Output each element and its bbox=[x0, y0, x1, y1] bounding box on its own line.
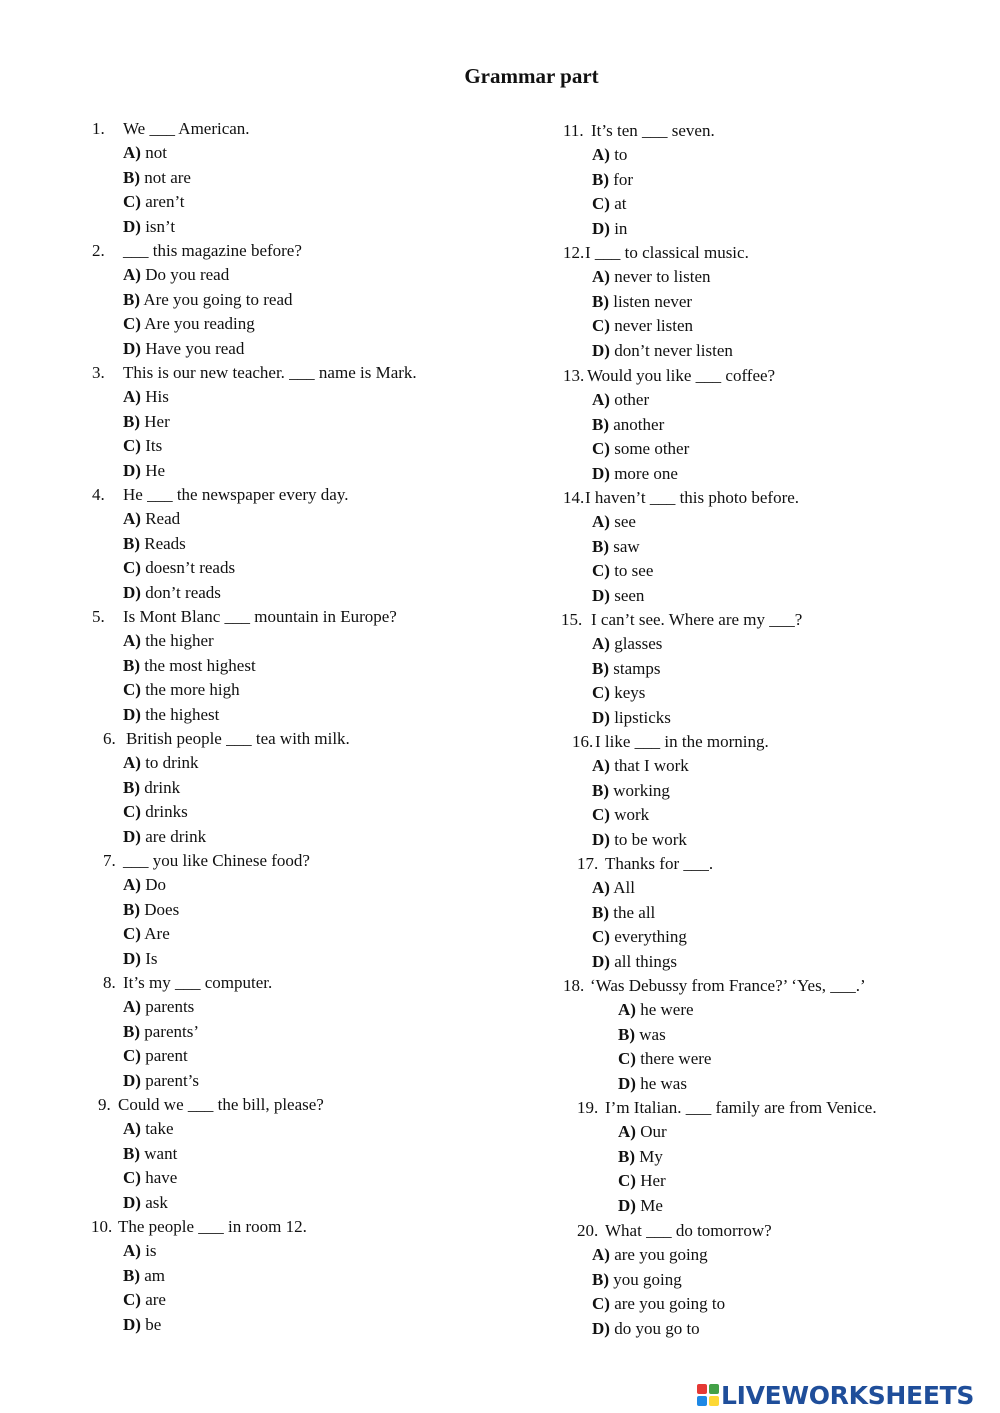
option-letter: A) bbox=[123, 387, 141, 407]
option-text: Our bbox=[640, 1122, 667, 1142]
option-text: isn’t bbox=[145, 216, 176, 236]
question-number: 20. bbox=[577, 1221, 599, 1240]
answer-option[interactable] bbox=[592, 144, 627, 166]
answer-option[interactable] bbox=[592, 463, 678, 485]
question-text: ___ you like Chinese food? bbox=[123, 851, 310, 870]
answer-option[interactable] bbox=[123, 167, 191, 189]
option-text: Her bbox=[640, 1171, 666, 1191]
option-text: Me bbox=[640, 1195, 663, 1215]
question-number: 6. bbox=[103, 729, 116, 748]
option-letter: C) bbox=[123, 802, 141, 822]
option-text: Have you read bbox=[145, 338, 245, 358]
option-letter: B) bbox=[123, 1021, 140, 1041]
option-letter: B) bbox=[123, 167, 140, 187]
option-letter: C) bbox=[592, 1294, 610, 1314]
option-letter: D) bbox=[618, 1073, 636, 1093]
option-letter: C) bbox=[123, 192, 141, 212]
option-text: to see bbox=[614, 561, 654, 581]
answer-option[interactable] bbox=[592, 291, 692, 313]
question-text: Is Mont Blanc ___ mountain in Europe? bbox=[123, 607, 397, 626]
option-letter: D) bbox=[123, 948, 141, 968]
answer-option[interactable] bbox=[123, 996, 194, 1018]
option-letter: A) bbox=[592, 878, 610, 898]
option-text: the most highest bbox=[144, 655, 256, 675]
option-text: was bbox=[639, 1024, 666, 1044]
option-text: He bbox=[145, 460, 166, 480]
option-text: to bbox=[614, 145, 628, 165]
option-letter: D) bbox=[592, 340, 610, 360]
option-letter: D) bbox=[592, 951, 610, 971]
option-letter: A) bbox=[592, 1245, 610, 1265]
answer-option[interactable] bbox=[592, 1318, 700, 1340]
answer-option[interactable] bbox=[123, 1289, 166, 1311]
logo-mark-icon bbox=[697, 1384, 719, 1406]
option-text: seen bbox=[614, 585, 645, 605]
option-letter: C) bbox=[592, 805, 610, 825]
question-text: I ___ to classical music. bbox=[585, 243, 749, 262]
option-letter: C) bbox=[592, 927, 610, 947]
answer-option[interactable] bbox=[592, 780, 670, 802]
option-letter: B) bbox=[592, 902, 609, 922]
answer-option[interactable] bbox=[123, 655, 256, 677]
option-letter: C) bbox=[592, 683, 610, 703]
option-text: All bbox=[613, 878, 635, 898]
option-letter: C) bbox=[618, 1171, 636, 1191]
option-letter: C) bbox=[123, 1046, 141, 1066]
option-text: Is bbox=[145, 948, 158, 968]
answer-option[interactable] bbox=[592, 266, 711, 288]
answer-option[interactable] bbox=[123, 777, 180, 799]
option-text: keys bbox=[614, 683, 646, 703]
option-text: he was bbox=[640, 1073, 687, 1093]
option-text: am bbox=[144, 1265, 166, 1285]
option-text: do you go to bbox=[614, 1318, 700, 1338]
option-letter: C) bbox=[123, 1290, 141, 1310]
option-text: are you going bbox=[614, 1245, 708, 1265]
answer-option[interactable] bbox=[592, 755, 689, 777]
page-title: Grammar part bbox=[464, 64, 599, 88]
question-text: Would you like ___ coffee? bbox=[587, 366, 776, 385]
answer-option[interactable] bbox=[618, 1073, 687, 1095]
answer-option[interactable] bbox=[592, 315, 693, 337]
option-text: to drink bbox=[145, 753, 199, 773]
option-letter: A) bbox=[123, 265, 141, 285]
option-text: you going bbox=[613, 1269, 682, 1289]
liveworksheets-logo bbox=[697, 1378, 974, 1412]
option-text: don’t never listen bbox=[614, 340, 733, 360]
option-letter: B) bbox=[592, 780, 609, 800]
logo-mark-square-2 bbox=[709, 1384, 719, 1394]
option-text: Do bbox=[145, 875, 166, 895]
option-text: parent bbox=[145, 1046, 188, 1066]
answer-option[interactable] bbox=[592, 926, 687, 948]
question-number: 15. bbox=[561, 610, 583, 629]
option-letter: A) bbox=[592, 390, 610, 410]
question-text: This is our new teacher. ___ name is Mark. bbox=[123, 363, 417, 382]
question-text: I can’t see. Where are my ___? bbox=[591, 610, 803, 629]
answer-option[interactable] bbox=[123, 142, 167, 164]
option-letter: B) bbox=[123, 411, 140, 431]
option-letter: D) bbox=[618, 1195, 636, 1215]
answer-option[interactable] bbox=[618, 1024, 666, 1046]
question-number: 1. bbox=[92, 119, 105, 138]
option-letter: D) bbox=[592, 218, 610, 238]
option-letter: B) bbox=[123, 1143, 140, 1163]
option-letter: B) bbox=[592, 414, 609, 434]
option-letter: C) bbox=[592, 561, 610, 581]
answer-option[interactable] bbox=[123, 948, 157, 970]
option-text: have bbox=[145, 1168, 178, 1188]
answer-option[interactable] bbox=[592, 511, 636, 533]
option-letter: D) bbox=[123, 1192, 141, 1212]
logo-text: LIVEWORKSHEETS bbox=[721, 1380, 975, 1410]
option-letter: C) bbox=[123, 558, 141, 578]
option-letter: A) bbox=[123, 997, 141, 1017]
question-text: It’s my ___ computer. bbox=[123, 973, 273, 992]
option-text: to be work bbox=[614, 829, 687, 849]
option-text: Its bbox=[145, 436, 163, 456]
question-number: 4. bbox=[92, 485, 105, 504]
option-letter: B) bbox=[592, 658, 609, 678]
answer-option[interactable] bbox=[123, 216, 175, 238]
option-letter: D) bbox=[592, 1318, 610, 1338]
option-letter: D) bbox=[123, 826, 141, 846]
question-number: 18. bbox=[563, 976, 585, 995]
option-letter: A) bbox=[592, 634, 610, 654]
answer-option[interactable] bbox=[592, 902, 655, 924]
answer-option[interactable] bbox=[123, 191, 185, 213]
option-text: drink bbox=[144, 777, 181, 797]
option-text: Are bbox=[144, 924, 170, 944]
answer-option[interactable] bbox=[618, 999, 694, 1021]
option-text: never to listen bbox=[614, 267, 711, 287]
answer-option[interactable] bbox=[123, 313, 255, 335]
option-text: the highest bbox=[145, 704, 220, 724]
answer-option[interactable] bbox=[592, 340, 733, 362]
answer-option[interactable] bbox=[123, 630, 214, 652]
option-letter: C) bbox=[618, 1049, 636, 1069]
option-text: stamps bbox=[613, 658, 661, 678]
logo-mark-square-1 bbox=[697, 1384, 707, 1394]
option-text: at bbox=[614, 194, 627, 214]
option-letter: A) bbox=[123, 875, 141, 895]
option-text: lipsticks bbox=[614, 707, 671, 727]
answer-option[interactable] bbox=[592, 193, 626, 215]
answer-option[interactable] bbox=[592, 585, 644, 607]
option-letter: B) bbox=[123, 1265, 140, 1285]
answer-option[interactable] bbox=[123, 1021, 199, 1043]
answer-option[interactable] bbox=[592, 414, 664, 436]
question-number: 12. bbox=[563, 243, 585, 262]
question-number: 9. bbox=[98, 1095, 111, 1114]
option-text: work bbox=[614, 805, 650, 825]
answer-option[interactable] bbox=[123, 264, 229, 286]
question-number: 3. bbox=[92, 363, 105, 382]
option-letter: D) bbox=[592, 585, 610, 605]
option-text: not bbox=[145, 143, 167, 163]
answer-option[interactable] bbox=[592, 877, 635, 899]
option-letter: B) bbox=[123, 777, 140, 797]
answer-option[interactable] bbox=[592, 804, 649, 826]
option-text: everything bbox=[614, 927, 687, 947]
question-number: 11. bbox=[563, 121, 584, 140]
answer-option[interactable] bbox=[592, 218, 627, 240]
answer-option[interactable] bbox=[618, 1170, 666, 1192]
question-number: 7. bbox=[103, 851, 116, 870]
option-text: that I work bbox=[614, 756, 689, 776]
question-text: I haven’t ___ this photo before. bbox=[585, 488, 800, 507]
option-text: the more high bbox=[145, 680, 240, 700]
answer-option[interactable] bbox=[123, 801, 188, 823]
answer-option[interactable] bbox=[592, 1293, 725, 1315]
question-text: What ___ do tomorrow? bbox=[605, 1221, 772, 1240]
option-letter: D) bbox=[123, 216, 141, 236]
answer-option[interactable] bbox=[592, 169, 633, 191]
answer-option[interactable] bbox=[123, 874, 166, 896]
option-letter: C) bbox=[123, 680, 141, 700]
answer-option[interactable] bbox=[592, 438, 689, 460]
option-text: Read bbox=[145, 509, 181, 529]
question-text: British people ___ tea with milk. bbox=[126, 729, 350, 748]
option-text: Are you going to read bbox=[143, 289, 293, 309]
option-text: not are bbox=[144, 167, 191, 187]
option-text: working bbox=[613, 780, 670, 800]
option-letter: B) bbox=[592, 1269, 609, 1289]
option-letter: C) bbox=[123, 436, 141, 456]
answer-option[interactable] bbox=[123, 1070, 199, 1092]
option-letter: B) bbox=[618, 1146, 635, 1166]
option-text: saw bbox=[613, 536, 640, 556]
answer-option[interactable] bbox=[618, 1048, 711, 1070]
option-letter: B) bbox=[123, 655, 140, 675]
question-text: Could we ___ the bill, please? bbox=[118, 1095, 324, 1114]
option-letter: A) bbox=[123, 1119, 141, 1139]
answer-option[interactable] bbox=[123, 289, 293, 311]
answer-option[interactable] bbox=[123, 582, 221, 604]
logo-mark-square-3 bbox=[697, 1396, 707, 1406]
option-text: never listen bbox=[614, 316, 694, 336]
answer-option[interactable] bbox=[618, 1121, 667, 1143]
option-letter: C) bbox=[123, 1168, 141, 1188]
answer-option[interactable] bbox=[592, 536, 640, 558]
option-text: don’t reads bbox=[145, 582, 221, 602]
option-text: glasses bbox=[614, 634, 663, 654]
question-text: Thanks for ___. bbox=[605, 854, 714, 873]
answer-option[interactable] bbox=[123, 411, 170, 433]
question-text: ___ this magazine before? bbox=[123, 241, 302, 260]
option-letter: D) bbox=[123, 704, 141, 724]
question-number: 10. bbox=[91, 1217, 113, 1236]
option-text: he were bbox=[640, 1000, 694, 1020]
question-number: 13. bbox=[563, 366, 585, 385]
answer-option[interactable] bbox=[123, 679, 240, 701]
question-number: 2. bbox=[92, 241, 105, 260]
option-text: another bbox=[613, 414, 665, 434]
answer-option[interactable] bbox=[123, 533, 186, 555]
question-number: 14. bbox=[563, 488, 585, 507]
option-letter: A) bbox=[618, 1122, 636, 1142]
answer-option[interactable] bbox=[592, 682, 645, 704]
option-letter: A) bbox=[123, 509, 141, 529]
option-text: take bbox=[145, 1119, 174, 1139]
option-text: some other bbox=[614, 439, 690, 459]
option-text: parents’ bbox=[144, 1021, 200, 1041]
option-text: parents bbox=[145, 997, 195, 1017]
option-text: doesn’t reads bbox=[145, 558, 236, 578]
answer-option[interactable] bbox=[618, 1195, 663, 1217]
logo-mark-square-4 bbox=[709, 1396, 719, 1406]
answer-option[interactable] bbox=[592, 829, 687, 851]
answer-option[interactable] bbox=[123, 704, 219, 726]
question-text: He ___ the newspaper every day. bbox=[123, 485, 349, 504]
option-letter: A) bbox=[592, 512, 610, 532]
option-letter: B) bbox=[123, 289, 140, 309]
option-text: My bbox=[639, 1146, 663, 1166]
question-number: 8. bbox=[103, 973, 116, 992]
option-letter: D) bbox=[123, 1314, 141, 1334]
option-letter: C) bbox=[123, 924, 141, 944]
option-letter: D) bbox=[123, 460, 141, 480]
option-letter: D) bbox=[123, 338, 141, 358]
question-text: I’m Italian. ___ family are from Venice. bbox=[605, 1098, 877, 1117]
question-number: 17. bbox=[577, 854, 599, 873]
answer-option[interactable] bbox=[123, 557, 235, 579]
answer-option[interactable] bbox=[123, 386, 169, 408]
option-text: His bbox=[145, 387, 169, 407]
option-text: aren’t bbox=[145, 192, 185, 212]
answer-option[interactable] bbox=[123, 508, 180, 530]
option-text: Does bbox=[144, 899, 180, 919]
option-letter: B) bbox=[592, 169, 609, 189]
question-text: ‘Was Debussy from France?’ ‘Yes, ___.’ bbox=[590, 976, 866, 995]
option-text: drinks bbox=[145, 802, 188, 822]
question-text: The people ___ in room 12. bbox=[118, 1217, 307, 1236]
option-letter: A) bbox=[592, 145, 610, 165]
option-letter: C) bbox=[592, 316, 610, 336]
answer-option[interactable] bbox=[123, 752, 199, 774]
option-text: there were bbox=[640, 1049, 712, 1069]
question-number: 19. bbox=[577, 1098, 599, 1117]
option-text: are bbox=[145, 1290, 166, 1310]
option-text: are drink bbox=[145, 826, 207, 846]
option-text: all things bbox=[614, 951, 678, 971]
answer-option[interactable] bbox=[123, 899, 179, 921]
option-text: the higher bbox=[145, 631, 214, 651]
option-letter: D) bbox=[592, 463, 610, 483]
answer-option[interactable] bbox=[123, 1314, 161, 1336]
option-letter: A) bbox=[592, 267, 610, 287]
answer-option[interactable] bbox=[592, 560, 653, 582]
answer-option[interactable] bbox=[123, 1045, 188, 1067]
question-number: 16. bbox=[572, 732, 594, 751]
option-letter: D) bbox=[592, 829, 610, 849]
question-number: 5. bbox=[92, 607, 105, 626]
answer-option[interactable] bbox=[592, 1244, 708, 1266]
option-letter: D) bbox=[592, 707, 610, 727]
answer-option[interactable] bbox=[123, 1192, 168, 1214]
option-text: see bbox=[614, 512, 636, 532]
option-text: want bbox=[144, 1143, 178, 1163]
option-text: in bbox=[614, 218, 628, 238]
answer-option[interactable] bbox=[123, 1167, 177, 1189]
option-letter: A) bbox=[123, 1241, 141, 1261]
answer-option[interactable] bbox=[618, 1146, 663, 1168]
option-text: for bbox=[613, 169, 634, 189]
option-text: listen never bbox=[613, 291, 693, 311]
option-text: Her bbox=[144, 411, 170, 431]
option-text: Reads bbox=[144, 533, 186, 553]
answer-option[interactable] bbox=[592, 1269, 682, 1291]
answer-option[interactable] bbox=[123, 435, 162, 457]
option-letter: D) bbox=[123, 1070, 141, 1090]
option-text: Do you read bbox=[145, 265, 230, 285]
option-letter: C) bbox=[123, 314, 141, 334]
option-letter: A) bbox=[123, 753, 141, 773]
option-letter: B) bbox=[592, 291, 609, 311]
option-text: are you going to bbox=[614, 1294, 726, 1314]
option-text: is bbox=[145, 1241, 157, 1261]
answer-option[interactable] bbox=[592, 389, 649, 411]
answer-option[interactable] bbox=[592, 633, 662, 655]
answer-option[interactable] bbox=[123, 1118, 174, 1140]
option-text: more one bbox=[614, 463, 678, 483]
option-text: the all bbox=[613, 902, 656, 922]
option-letter: B) bbox=[123, 533, 140, 553]
option-letter: A) bbox=[592, 756, 610, 776]
option-text: Are you reading bbox=[144, 314, 255, 334]
option-letter: D) bbox=[123, 582, 141, 602]
option-letter: A) bbox=[123, 143, 141, 163]
option-text: parent’s bbox=[145, 1070, 200, 1090]
option-letter: B) bbox=[123, 899, 140, 919]
answer-option[interactable] bbox=[592, 658, 660, 680]
question-text: We ___ American. bbox=[123, 119, 250, 138]
answer-option[interactable] bbox=[123, 1240, 157, 1262]
question-text: It’s ten ___ seven. bbox=[591, 121, 715, 140]
answer-option[interactable] bbox=[123, 826, 206, 848]
option-letter: A) bbox=[123, 631, 141, 651]
answer-option[interactable] bbox=[123, 460, 165, 482]
option-letter: C) bbox=[592, 439, 610, 459]
option-letter: B) bbox=[592, 536, 609, 556]
answer-option[interactable] bbox=[123, 338, 244, 360]
answer-option[interactable] bbox=[592, 707, 671, 729]
answer-option[interactable] bbox=[123, 1265, 165, 1287]
answer-option[interactable] bbox=[592, 951, 677, 973]
option-text: ask bbox=[145, 1192, 168, 1212]
answer-option[interactable] bbox=[123, 923, 170, 945]
option-letter: A) bbox=[618, 1000, 636, 1020]
option-text: be bbox=[145, 1314, 162, 1334]
option-text: other bbox=[614, 390, 650, 410]
option-letter: C) bbox=[592, 194, 610, 214]
question-text: I like ___ in the morning. bbox=[595, 732, 769, 751]
answer-option[interactable] bbox=[123, 1143, 177, 1165]
option-letter: B) bbox=[618, 1024, 635, 1044]
